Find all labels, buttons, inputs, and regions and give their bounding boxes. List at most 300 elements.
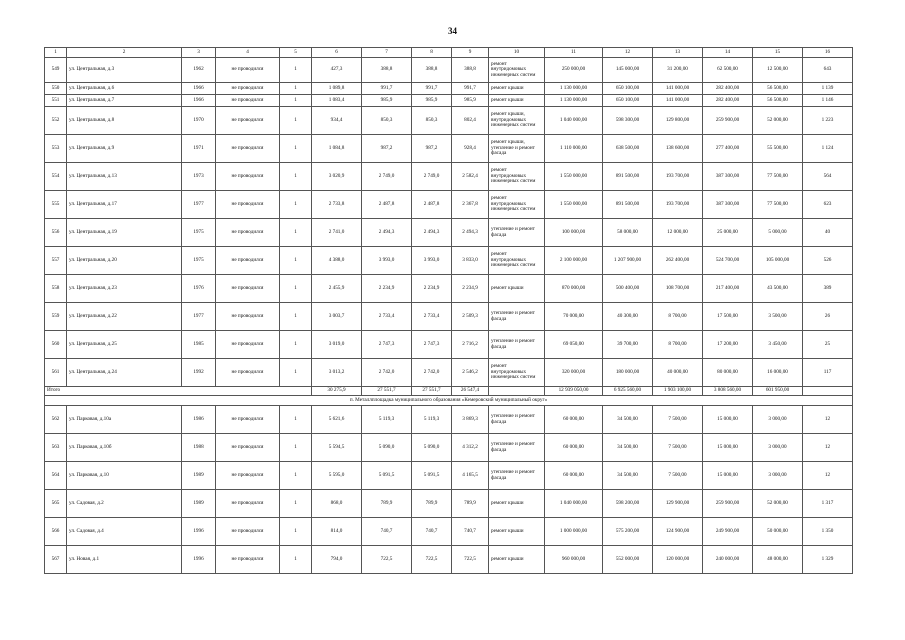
column-number-row — [45, 48, 853, 58]
amount-cell: 500 400,00 — [603, 275, 653, 303]
amount-cell: 259 900,00 — [703, 490, 753, 518]
year-cell: 1976 — [182, 275, 216, 303]
address-cell: ул. Центральная, д.25 — [67, 331, 182, 359]
amount-cell: 891 500,00 — [603, 163, 653, 191]
amount-cell: 52 000,00 — [753, 490, 803, 518]
address-cell: ул. Центральная, д.20 — [67, 247, 182, 275]
unit-cost-cell: 389 — [803, 275, 853, 303]
total-row — [45, 387, 853, 396]
area-cell: 2 742,0 — [362, 359, 412, 387]
unit-cost-cell: 26 — [803, 303, 853, 331]
area-cell: 789,9 — [412, 490, 452, 518]
area-cell: 789,9 — [452, 490, 489, 518]
total-area-cell: 27 551,7 — [362, 387, 412, 396]
amount-cell: 598 200,00 — [603, 490, 653, 518]
status-cell: не проводился — [216, 107, 280, 135]
amount-cell: 3 000,00 — [753, 434, 803, 462]
count-cell: 1 — [280, 191, 312, 219]
area-cell: 1 089,8 — [312, 83, 362, 95]
year-cell: 1970 — [182, 107, 216, 135]
amount-cell: 43 500,00 — [753, 275, 803, 303]
area-cell: 991,7 — [452, 83, 489, 95]
count-cell: 1 — [280, 518, 312, 546]
amount-cell: 575 200,00 — [603, 518, 653, 546]
total-amount-cell: 6 925 560,00 — [603, 387, 653, 396]
unit-cost-cell: 1 139 — [803, 83, 853, 95]
area-cell: 985,9 — [452, 95, 489, 107]
area-cell: 5 091,5 — [362, 462, 412, 490]
work-type-cell: утепление и ремонт фасада — [489, 406, 545, 434]
amount-cell: 1 000 000,00 — [545, 518, 603, 546]
area-cell: 5 594,5 — [312, 434, 362, 462]
column-number: 12 — [603, 48, 653, 58]
total-empty-cell — [803, 387, 853, 396]
amount-cell: 124 900,00 — [653, 518, 703, 546]
amount-cell: 8 700,00 — [653, 303, 703, 331]
unit-cost-cell: 12 — [803, 434, 853, 462]
work-type-cell: утепление и ремонт фасада — [489, 462, 545, 490]
row-number-cell: 560 — [45, 331, 67, 359]
column-number: 16 — [803, 48, 853, 58]
address-cell: ул. Парковая, д.10б — [67, 434, 182, 462]
amount-cell: 277 400,00 — [703, 135, 753, 163]
work-type-cell: ремонт крыши — [489, 95, 545, 107]
row-number-cell: 565 — [45, 490, 67, 518]
work-type-cell: утепление и ремонт фасада — [489, 219, 545, 247]
column-number: 6 — [312, 48, 362, 58]
amount-cell: 259 900,00 — [703, 107, 753, 135]
area-cell: 740,7 — [412, 518, 452, 546]
column-number: 8 — [412, 48, 452, 58]
unit-cost-cell: 643 — [803, 58, 853, 83]
total-amount-cell: 1 903 100,00 — [653, 387, 703, 396]
year-cell: 1962 — [182, 58, 216, 83]
address-cell: ул. Центральная, д.23 — [67, 275, 182, 303]
status-cell: не проводился — [216, 462, 280, 490]
status-cell: не проводился — [216, 163, 280, 191]
amount-cell: 62 500,00 — [703, 58, 753, 83]
area-cell: 2 741,0 — [312, 219, 362, 247]
area-cell: 5 091,5 — [412, 462, 452, 490]
work-type-cell: утепление и ремонт фасада — [489, 434, 545, 462]
column-number: 5 — [280, 48, 312, 58]
amount-cell: 120 000,00 — [653, 546, 703, 574]
amount-cell: 40 000,00 — [653, 359, 703, 387]
status-cell: не проводился — [216, 83, 280, 95]
area-cell: 934,4 — [312, 107, 362, 135]
area-cell: 850,3 — [362, 107, 412, 135]
area-cell: 802,4 — [452, 107, 489, 135]
count-cell: 1 — [280, 490, 312, 518]
address-cell: ул. Парковая, д.10а — [67, 406, 182, 434]
year-cell: 1996 — [182, 546, 216, 574]
amount-cell: 193 700,00 — [653, 191, 703, 219]
row-number-cell: 555 — [45, 191, 67, 219]
address-cell: ул. Центральная, д.3 — [67, 58, 182, 83]
count-cell: 1 — [280, 462, 312, 490]
amount-cell: 141 000,00 — [653, 83, 703, 95]
area-cell: 2 747,3 — [412, 331, 452, 359]
year-cell: 1985 — [182, 331, 216, 359]
count-cell: 1 — [280, 546, 312, 574]
address-cell: ул. Садовая, д.2 — [67, 490, 182, 518]
amount-cell: 180 000,00 — [603, 359, 653, 387]
work-type-cell: ремонт крыши — [489, 490, 545, 518]
amount-cell: 870 000,00 — [545, 275, 603, 303]
column-number: 11 — [545, 48, 603, 58]
total-area-cell: 26 547,4 — [452, 387, 489, 396]
row-number-cell: 564 — [45, 462, 67, 490]
amount-cell: 12 500,00 — [753, 58, 803, 83]
work-type-cell: ремонт внутридомовых инженерных систем — [489, 58, 545, 83]
count-cell: 1 — [280, 107, 312, 135]
amount-cell: 249 900,00 — [703, 518, 753, 546]
year-cell: 1975 — [182, 219, 216, 247]
column-number: 3 — [182, 48, 216, 58]
area-cell: 850,3 — [412, 107, 452, 135]
table-row — [45, 406, 853, 434]
address-cell: ул. Центральная, д.22 — [67, 303, 182, 331]
table-row — [45, 303, 853, 331]
area-cell: 5 090,0 — [412, 434, 452, 462]
amount-cell: 598 300,00 — [603, 107, 653, 135]
area-cell: 5 119,3 — [362, 406, 412, 434]
row-number-cell: 566 — [45, 518, 67, 546]
amount-cell: 56 500,00 — [753, 83, 803, 95]
column-number: 15 — [753, 48, 803, 58]
column-number: 14 — [703, 48, 753, 58]
year-cell: 1966 — [182, 83, 216, 95]
area-cell: 987,2 — [362, 135, 412, 163]
table-row — [45, 462, 853, 490]
amount-cell: 3 500,00 — [753, 303, 803, 331]
address-cell: ул. Новая, д.1 — [67, 546, 182, 574]
row-number-cell: 558 — [45, 275, 67, 303]
amount-cell: 1 110 000,00 — [545, 135, 603, 163]
row-number-cell: 557 — [45, 247, 67, 275]
table-row — [45, 518, 853, 546]
work-type-cell: ремонт крыши, утепление и ремонт фасада — [489, 135, 545, 163]
area-cell: 722,5 — [362, 546, 412, 574]
row-number-cell: 559 — [45, 303, 67, 331]
unit-cost-cell: 564 — [803, 163, 853, 191]
address-cell: ул. Центральная, д.17 — [67, 191, 182, 219]
area-cell: 3 019,0 — [312, 331, 362, 359]
area-cell: 987,2 — [412, 135, 452, 163]
area-cell: 794,0 — [312, 546, 362, 574]
row-number-cell: 553 — [45, 135, 67, 163]
table-row — [45, 359, 853, 387]
amount-cell: 39 700,00 — [603, 331, 653, 359]
amount-cell: 12 000,00 — [653, 219, 703, 247]
area-cell: 3 020,9 — [312, 163, 362, 191]
table-row — [45, 135, 853, 163]
amount-cell: 56 500,00 — [753, 95, 803, 107]
amount-cell: 7 500,00 — [653, 406, 703, 434]
amount-cell: 17 500,00 — [703, 303, 753, 331]
status-cell: не проводился — [216, 58, 280, 83]
unit-cost-cell: 1 329 — [803, 546, 853, 574]
area-cell: 3 993,0 — [412, 247, 452, 275]
unit-cost-cell: 526 — [803, 247, 853, 275]
row-number-cell: 556 — [45, 219, 67, 247]
amount-cell: 524 700,00 — [703, 247, 753, 275]
table-row — [45, 191, 853, 219]
column-number: 9 — [452, 48, 489, 58]
count-cell: 1 — [280, 135, 312, 163]
area-cell: 2 367,8 — [452, 191, 489, 219]
amount-cell: 1 040 000,00 — [545, 107, 603, 135]
amount-cell: 891 500,00 — [603, 191, 653, 219]
section-row — [45, 396, 853, 406]
work-type-cell: утепление и ремонт фасада — [489, 303, 545, 331]
unit-cost-cell: 623 — [803, 191, 853, 219]
address-cell: ул. Центральная, д.19 — [67, 219, 182, 247]
amount-cell: 105 000,00 — [753, 247, 803, 275]
amount-cell: 52 000,00 — [753, 107, 803, 135]
year-cell: 1975 — [182, 247, 216, 275]
area-cell: 1 084,8 — [312, 135, 362, 163]
column-number: 1 — [45, 48, 67, 58]
status-cell: не проводился — [216, 135, 280, 163]
area-cell: 2 733,8 — [312, 191, 362, 219]
status-cell: не проводился — [216, 275, 280, 303]
row-number-cell: 551 — [45, 95, 67, 107]
unit-cost-cell: 12 — [803, 462, 853, 490]
amount-cell: 387 300,00 — [703, 191, 753, 219]
amount-cell: 320 000,00 — [545, 359, 603, 387]
amount-cell: 60 000,00 — [545, 462, 603, 490]
amount-cell: 282 400,00 — [703, 83, 753, 95]
address-cell: ул. Садовая, д.4 — [67, 518, 182, 546]
amount-cell: 650 100,00 — [603, 95, 653, 107]
column-number: 13 — [653, 48, 703, 58]
amount-cell: 141 000,00 — [653, 95, 703, 107]
unit-cost-cell: 1 146 — [803, 95, 853, 107]
amount-cell: 40 300,00 — [603, 303, 653, 331]
area-cell: 2 546,2 — [452, 359, 489, 387]
table-row — [45, 83, 853, 95]
unit-cost-cell: 1 223 — [803, 107, 853, 135]
area-cell: 985,9 — [362, 95, 412, 107]
year-cell: 1989 — [182, 462, 216, 490]
count-cell: 1 — [280, 434, 312, 462]
amount-cell: 960 000,00 — [545, 546, 603, 574]
area-cell: 2 747,3 — [362, 331, 412, 359]
amount-cell: 138 600,00 — [653, 135, 703, 163]
status-cell: не проводился — [216, 191, 280, 219]
area-cell: 740,7 — [452, 518, 489, 546]
row-number-cell: 563 — [45, 434, 67, 462]
amount-cell: 3 450,00 — [753, 331, 803, 359]
area-cell: 740,7 — [362, 518, 412, 546]
amount-cell: 1 130 000,00 — [545, 95, 603, 107]
area-cell: 2 455,9 — [312, 275, 362, 303]
column-number: 2 — [67, 48, 182, 58]
area-cell: 3 013,2 — [312, 359, 362, 387]
amount-cell: 3 000,00 — [753, 406, 803, 434]
section-title: п. Металлплощадка муниципального образования «Кемеровский муниципальный округ» — [45, 396, 853, 406]
area-cell: 2 487,8 — [412, 191, 452, 219]
amount-cell: 193 700,00 — [653, 163, 703, 191]
amount-cell: 262 400,00 — [653, 247, 703, 275]
area-cell: 388,8 — [362, 58, 412, 83]
amount-cell: 34 500,00 — [603, 406, 653, 434]
amount-cell: 77 500,00 — [753, 191, 803, 219]
area-cell: 3 869,3 — [452, 406, 489, 434]
total-area-cell: 30 275,9 — [312, 387, 362, 396]
table-row — [45, 546, 853, 574]
work-type-cell: ремонт внутридомовых инженерных систем — [489, 191, 545, 219]
amount-cell: 31 200,00 — [653, 58, 703, 83]
amount-cell: 1 550 000,00 — [545, 163, 603, 191]
area-cell: 2 494,3 — [362, 219, 412, 247]
amount-cell: 2 100 000,00 — [545, 247, 603, 275]
area-cell: 2 487,8 — [362, 191, 412, 219]
amount-cell: 108 700,00 — [653, 275, 703, 303]
amount-cell: 240 000,00 — [703, 546, 753, 574]
area-cell: 3 993,0 — [362, 247, 412, 275]
year-cell: 1973 — [182, 163, 216, 191]
count-cell: 1 — [280, 95, 312, 107]
work-type-cell: ремонт внутридомовых инженерных систем — [489, 359, 545, 387]
amount-cell: 650 100,00 — [603, 83, 653, 95]
year-cell: 1977 — [182, 303, 216, 331]
area-cell: 3 003,7 — [312, 303, 362, 331]
unit-cost-cell: 40 — [803, 219, 853, 247]
status-cell: не проводился — [216, 219, 280, 247]
total-amount-cell: 12 939 050,00 — [545, 387, 603, 396]
year-cell: 1977 — [182, 191, 216, 219]
unit-cost-cell: 25 — [803, 331, 853, 359]
year-cell: 1992 — [182, 359, 216, 387]
area-cell: 2 234,9 — [412, 275, 452, 303]
address-cell: ул. Центральная, д.6 — [67, 83, 182, 95]
work-type-cell: ремонт внутридомовых инженерных систем — [489, 163, 545, 191]
amount-cell: 282 400,00 — [703, 95, 753, 107]
count-cell: 1 — [280, 331, 312, 359]
address-cell: ул. Парковая, д.10 — [67, 462, 182, 490]
row-number-cell: 549 — [45, 58, 67, 83]
total-label: Итого — [45, 387, 312, 396]
address-cell: ул. Центральная, д.7 — [67, 95, 182, 107]
amount-cell: 638 500,00 — [603, 135, 653, 163]
status-cell: не проводился — [216, 406, 280, 434]
amount-cell: 250 000,00 — [545, 58, 603, 83]
table-row — [45, 58, 853, 83]
count-cell: 1 — [280, 303, 312, 331]
area-cell: 5 090,0 — [362, 434, 412, 462]
count-cell: 1 — [280, 163, 312, 191]
row-number-cell: 561 — [45, 359, 67, 387]
area-cell: 2 494,3 — [452, 219, 489, 247]
amount-cell: 25 000,00 — [703, 219, 753, 247]
area-cell: 928,4 — [452, 135, 489, 163]
amount-cell: 48 000,00 — [753, 546, 803, 574]
amount-cell: 5 000,00 — [753, 219, 803, 247]
area-cell: 868,0 — [312, 490, 362, 518]
amount-cell: 50 000,00 — [753, 518, 803, 546]
area-cell: 2 742,0 — [412, 359, 452, 387]
area-cell: 991,7 — [412, 83, 452, 95]
column-number: 7 — [362, 48, 412, 58]
status-cell: не проводился — [216, 518, 280, 546]
total-empty-cell — [489, 387, 545, 396]
total-amount-cell: 601 950,00 — [753, 387, 803, 396]
area-cell: 2 716,2 — [452, 331, 489, 359]
count-cell: 1 — [280, 275, 312, 303]
register-table — [44, 47, 853, 574]
amount-cell: 1 040 000,00 — [545, 490, 603, 518]
status-cell: не проводился — [216, 546, 280, 574]
area-cell: 5 119,3 — [412, 406, 452, 434]
area-cell: 388,8 — [412, 58, 452, 83]
area-cell: 2 749,0 — [362, 163, 412, 191]
area-cell: 985,9 — [412, 95, 452, 107]
amount-cell: 60 000,00 — [545, 406, 603, 434]
table-row — [45, 434, 853, 462]
amount-cell: 34 500,00 — [603, 434, 653, 462]
area-cell: 1 083,4 — [312, 95, 362, 107]
amount-cell: 15 000,00 — [703, 406, 753, 434]
amount-cell: 3 000,00 — [753, 462, 803, 490]
row-number-cell: 562 — [45, 406, 67, 434]
count-cell: 1 — [280, 406, 312, 434]
work-type-cell: ремонт крыши — [489, 275, 545, 303]
amount-cell: 1 130 000,00 — [545, 83, 603, 95]
amount-cell: 34 500,00 — [603, 462, 653, 490]
amount-cell: 387 300,00 — [703, 163, 753, 191]
table-row — [45, 95, 853, 107]
year-cell: 1989 — [182, 490, 216, 518]
column-number: 4 — [216, 48, 280, 58]
table-row — [45, 219, 853, 247]
column-number: 10 — [489, 48, 545, 58]
table-row — [45, 107, 853, 135]
status-cell: не проводился — [216, 303, 280, 331]
count-cell: 1 — [280, 219, 312, 247]
table-row — [45, 331, 853, 359]
amount-cell: 1 207 900,00 — [603, 247, 653, 275]
status-cell: не проводился — [216, 95, 280, 107]
table-row — [45, 490, 853, 518]
unit-cost-cell: 12 — [803, 406, 853, 434]
amount-cell: 60 000,00 — [545, 434, 603, 462]
area-cell: 814,0 — [312, 518, 362, 546]
work-type-cell: ремонт внутридомовых инженерных систем — [489, 247, 545, 275]
count-cell: 1 — [280, 83, 312, 95]
amount-cell: 77 500,00 — [753, 163, 803, 191]
area-cell: 2 234,9 — [452, 275, 489, 303]
address-cell: ул. Центральная, д.13 — [67, 163, 182, 191]
area-cell: 427,3 — [312, 58, 362, 83]
work-type-cell: ремонт крыши, внутридомовых инженерных систем — [489, 107, 545, 135]
area-cell: 5 595,0 — [312, 462, 362, 490]
area-cell: 722,5 — [412, 546, 452, 574]
area-cell: 3 833,0 — [452, 247, 489, 275]
row-number-cell: 554 — [45, 163, 67, 191]
amount-cell: 7 500,00 — [653, 434, 703, 462]
status-cell: не проводился — [216, 490, 280, 518]
area-cell: 722,5 — [452, 546, 489, 574]
area-cell: 2 733,4 — [412, 303, 452, 331]
area-cell: 789,9 — [362, 490, 412, 518]
row-number-cell: 552 — [45, 107, 67, 135]
amount-cell: 15 000,00 — [703, 462, 753, 490]
amount-cell: 1 550 000,00 — [545, 191, 603, 219]
area-cell: 4 312,2 — [452, 434, 489, 462]
amount-cell: 145 000,00 — [603, 58, 653, 83]
